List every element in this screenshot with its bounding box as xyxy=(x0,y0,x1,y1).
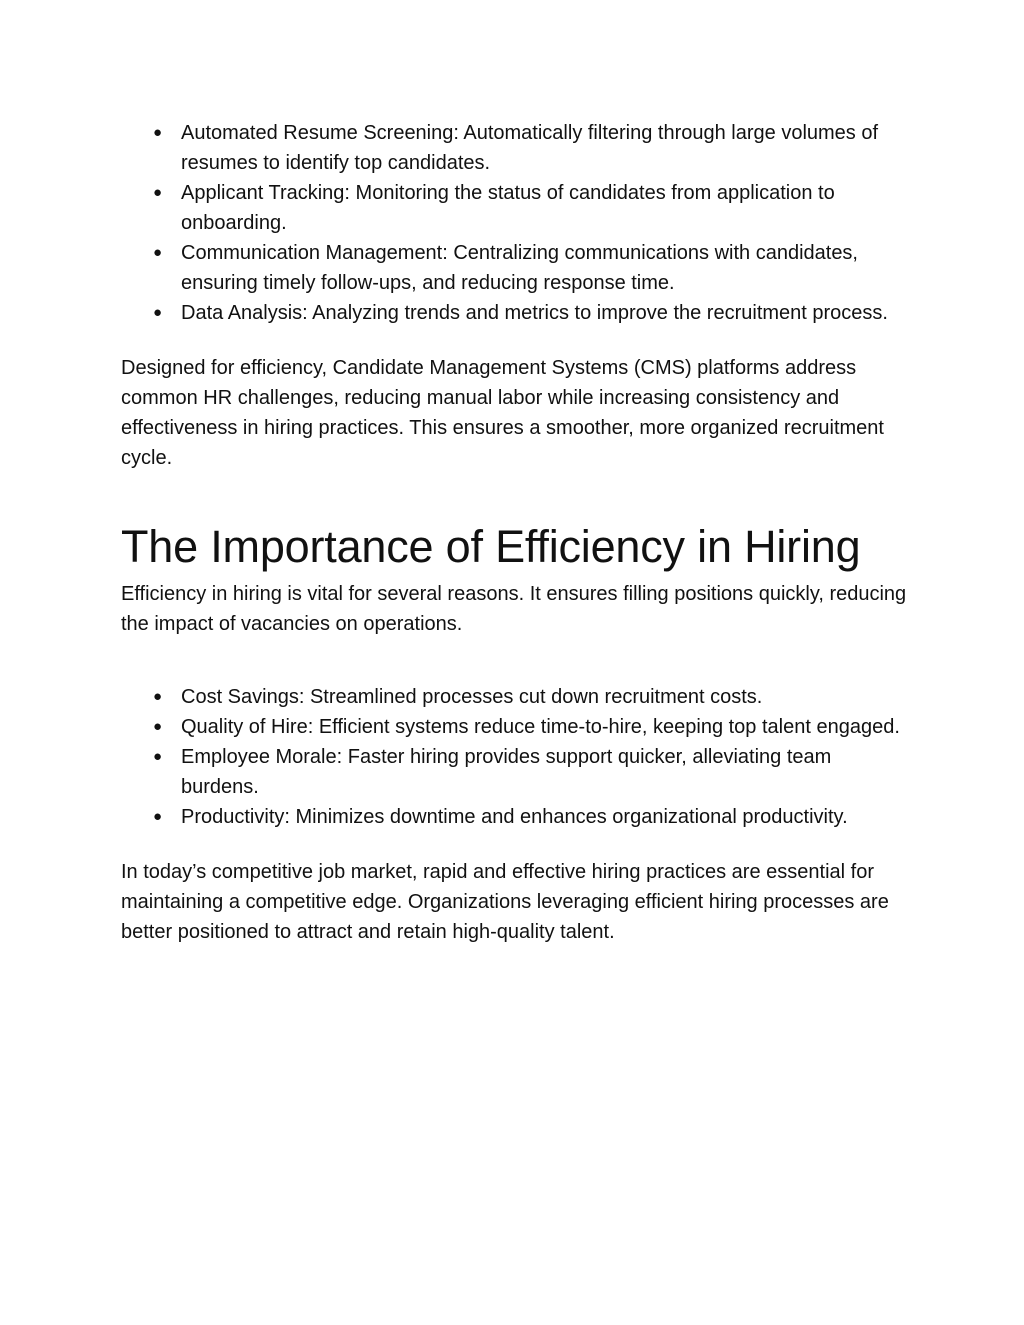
list-item xyxy=(121,178,911,238)
intro-paragraph: Efficiency in hiring is vital for several reasons. It ensures filling positions quickly, reducing the impact of vacancies on operations. xyxy=(121,583,907,635)
bullet-icon: ● xyxy=(153,244,163,261)
spacer xyxy=(121,473,911,519)
list-item xyxy=(121,712,911,742)
list-item-text: Data Analysis: Analyzing trends and metrics to improve the recruitment process. xyxy=(181,302,888,324)
list-item-text: Cost Savings: Streamlined processes cut down recruitment costs. xyxy=(181,686,763,708)
spacer xyxy=(121,328,911,353)
bullet-icon: ● xyxy=(153,184,163,201)
list-item xyxy=(121,238,911,298)
bullet-icon: ● xyxy=(153,304,163,321)
bullet-icon: ● xyxy=(153,748,163,765)
list-item xyxy=(121,742,911,802)
bullet-icon: ● xyxy=(153,718,163,735)
list-item-text: Applicant Tracking: Monitoring the status of candidates from application to onboarding. xyxy=(181,182,835,234)
list-item xyxy=(121,682,911,712)
spacer xyxy=(121,639,911,682)
features-list xyxy=(121,118,911,328)
list-item-text: Employee Morale: Faster hiring provides support quicker, alleviating team burdens. xyxy=(181,746,832,798)
section-heading: The Importance of Efficiency in Hiring xyxy=(121,521,861,572)
conclusion-paragraph: In today’s competitive job market, rapid and effective hiring practices are essential for maintaining a competitive edge. Organizations leveraging efficient hiring processes are better positioned to attract and retain high-quality talent. xyxy=(121,861,889,943)
benefits-list xyxy=(121,682,911,832)
list-item-text: Automated Resume Screening: Automatically filtering through large volumes of resumes to identify top candidates. xyxy=(181,122,879,174)
list-item-text: Productivity: Minimizes downtime and enhances organizational productivity. xyxy=(181,806,848,828)
list-item-text: Quality of Hire: Efficient systems reduce time-to-hire, keeping top talent engaged. xyxy=(181,716,900,738)
list-item xyxy=(121,298,911,328)
bullet-icon: ● xyxy=(153,808,163,825)
bullet-icon: ● xyxy=(153,124,163,141)
list-item-text: Communication Management: Centralizing communications with candidates, ensuring timely follow-ups, and reducing response time. xyxy=(181,242,858,294)
cms-paragraph: Designed for efficiency, Candidate Management Systems (CMS) platforms address common HR challenges, reducing manual labor while increasing consistency and effectiveness in hiring practices. This ensures a smoother, more organized recruitment cycle. xyxy=(121,357,884,469)
list-item xyxy=(121,802,911,832)
spacer xyxy=(121,832,911,857)
list-item xyxy=(121,118,911,178)
bullet-icon: ● xyxy=(153,688,163,705)
document-body xyxy=(121,118,911,947)
